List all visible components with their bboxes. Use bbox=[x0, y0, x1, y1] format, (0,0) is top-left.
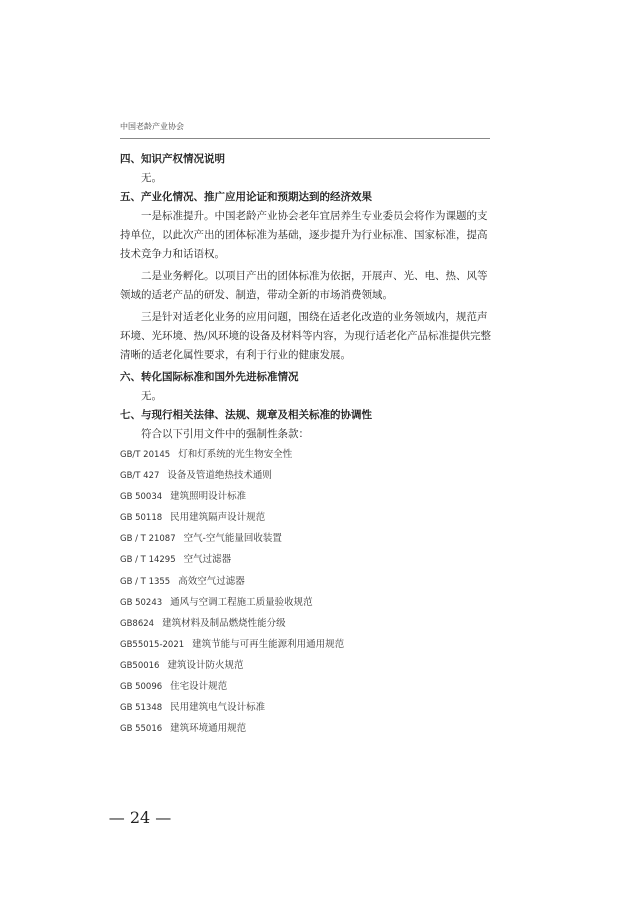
standard-title: 高效空气过滤器 bbox=[178, 575, 245, 587]
page-number: — 24 — bbox=[108, 808, 172, 827]
standard-title: 民用建筑电气设计标准 bbox=[170, 702, 266, 714]
standard-title: 建筑材料及制品燃烧性能分级 bbox=[162, 617, 286, 629]
section-6-body: 无。 bbox=[141, 390, 162, 402]
standard-code: GB 50096 bbox=[120, 682, 163, 693]
list-item bbox=[120, 450, 492, 460]
list-item bbox=[120, 471, 492, 481]
list-item bbox=[120, 682, 492, 692]
section-7-intro: 符合以下引用文件中的强制性条款： bbox=[141, 428, 309, 440]
standard-title: 空气-空气能量回收装置 bbox=[183, 533, 282, 545]
list-item bbox=[120, 577, 492, 587]
section-5-paragraph-3: 三是针对适老化业务的应用问题，围绕在适老化改造的业务领域内，规范声环境、光环境、热/风环境的设备及材料等内容，为现行适老化产品标准提供完整清晰的适老化属性要求，有利于行业的健康发展。 bbox=[120, 311, 492, 361]
section-5-paragraph-1: 一是标准提升。中国老龄产业协会老年宜居养生专业委员会将作为课题的支持单位，以此次产出的团体标准为基础，逐步提升为行业标准、国家标准，提高技术竞争力和话语权。 bbox=[120, 210, 488, 260]
section-5-paragraph-2: 二是业务孵化。以项目产出的团体标准为依据，开展声、光、电、热、风等领域的适老产品的研发、制造，带动全新的市场消费领域。 bbox=[120, 270, 488, 301]
list-item bbox=[120, 534, 492, 544]
section-5-title: 五、产业化情况、推广应用论证和预期达到的经济效果 bbox=[120, 191, 372, 203]
section-4-body: 无。 bbox=[141, 172, 162, 184]
standard-code: GB / T 21087 bbox=[120, 534, 176, 545]
standard-code: GB / T 14295 bbox=[120, 555, 176, 566]
document-header-org: 中国老龄产业协会 bbox=[120, 122, 184, 131]
list-item bbox=[120, 640, 492, 650]
standard-code: GB 55016 bbox=[120, 724, 163, 735]
standard-code: GB/T 20145 bbox=[120, 450, 171, 460]
list-item bbox=[120, 703, 492, 713]
standard-code: GB 50243 bbox=[120, 597, 163, 608]
standards-list bbox=[120, 450, 492, 734]
standard-title: 通风与空调工程施工质量验收规范 bbox=[170, 596, 313, 608]
standard-title: 建筑节能与可再生能源利用通用规范 bbox=[192, 638, 345, 650]
list-item bbox=[120, 492, 492, 502]
standard-code: GB8624 bbox=[120, 618, 155, 629]
standard-code: GB 50118 bbox=[120, 513, 163, 524]
list-item bbox=[120, 661, 492, 671]
standard-code: GB / T 1355 bbox=[120, 576, 171, 587]
standard-code: GB 51348 bbox=[120, 703, 163, 714]
list-item bbox=[120, 724, 492, 734]
document-body bbox=[120, 150, 492, 745]
section-6-title: 六、转化国际标准和国外先进标准情况 bbox=[120, 371, 299, 383]
section-4-title: 四、知识产权情况说明 bbox=[120, 153, 225, 165]
standard-title: 建筑环境通用规范 bbox=[170, 723, 247, 735]
standard-title: 住宅设计规范 bbox=[170, 681, 228, 693]
standard-code: GB50016 bbox=[120, 660, 160, 671]
section-7-title: 七、与现行相关法律、法规、规章及相关标准的协调性 bbox=[120, 409, 372, 421]
standard-title: 建筑照明设计标准 bbox=[170, 491, 247, 503]
list-item bbox=[120, 598, 492, 608]
standard-code: GB/T 427 bbox=[120, 471, 160, 482]
standard-title: 设备及管道绝热技术通则 bbox=[167, 470, 272, 482]
standard-title: 灯和灯系统的光生物安全性 bbox=[178, 449, 293, 460]
list-item bbox=[120, 555, 492, 565]
standard-title: 民用建筑隔声设计规范 bbox=[170, 512, 266, 524]
standard-title: 建筑设计防火规范 bbox=[167, 659, 244, 671]
list-item bbox=[120, 619, 492, 629]
list-item bbox=[120, 513, 492, 523]
standard-title: 空气过滤器 bbox=[183, 554, 232, 566]
header-divider bbox=[120, 138, 490, 139]
standard-code: GB55015-2021 bbox=[120, 639, 185, 650]
standard-code: GB 50034 bbox=[120, 492, 163, 503]
